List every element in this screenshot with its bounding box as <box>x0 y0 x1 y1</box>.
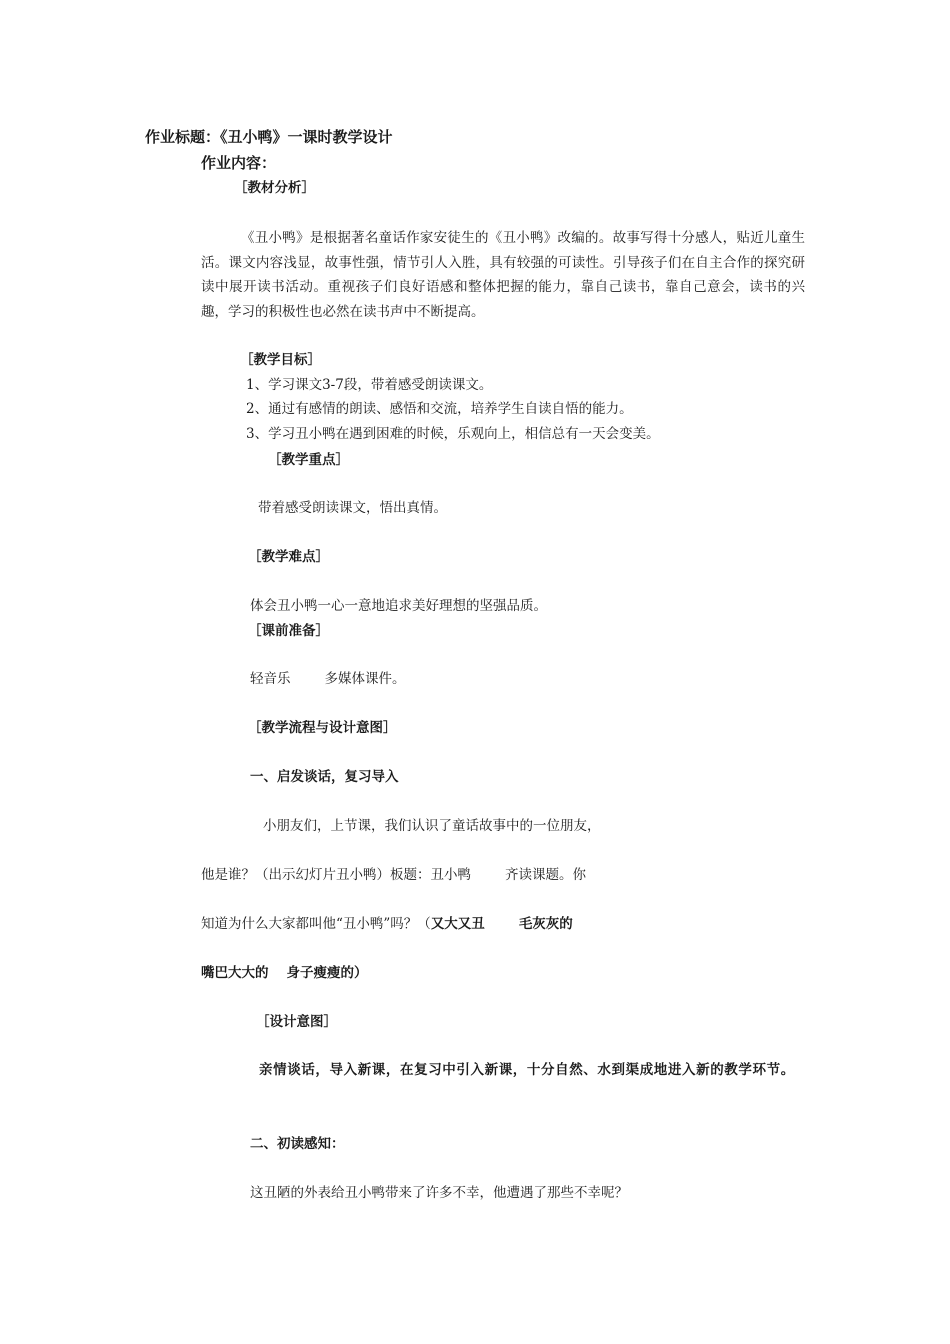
section1-answer-1: 又大又丑 <box>430 916 485 932</box>
section1-line-2 <box>201 865 586 885</box>
assignment-content-label: 作业内容： <box>201 154 277 172</box>
goal-item-2: 2、通过有感情的朗读、感悟和交流，培养学生自读自悟的能力。 <box>246 401 633 417</box>
section1-answer-4: 身子瘦瘦的） <box>286 965 368 981</box>
design-intent-text: 亲情谈话，导入新课，在复习中引入新课，十分自然、水到渠成地进入新的教学环节。 <box>259 1062 795 1078</box>
goals-heading: ［教学目标］ <box>240 352 321 368</box>
goal-item-3: 3、学习丑小鸭在遇到困难的时候，乐观向上，相信总有一天会变美。 <box>246 426 660 442</box>
goal-item-1: 1、学习课文3-7段，带着感受朗读课文。 <box>246 377 493 393</box>
key-points-heading: ［教学重点］ <box>268 452 349 468</box>
process-heading: ［教学流程与设计意图］ <box>248 720 397 736</box>
preparation-items <box>250 669 406 689</box>
section2-heading: 二、初读感知： <box>250 1136 345 1152</box>
material-analysis-paragraph: 《丑小鸭》是根据著名童话作家安徒生的《丑小鸭》改编的。故事写得十分感人，贴近儿童生活。课文内容浅显，故事性强，情节引人入胜，具有较强的可读性。引导孩子们在自主合作的探究研读中展开读书活动。重视孩子们良好语感和整体把握的能力，靠自己读书，靠自己意会，读书的兴趣，学习的积极性也必然在读书声中不断提高。 <box>201 230 805 320</box>
section1-line-3 <box>201 914 573 934</box>
design-intent-heading: ［设计意图］ <box>256 1014 337 1030</box>
section1-line-4 <box>201 963 368 983</box>
assignment-title: 作业标题：《丑小鸭》一课时教学设计 <box>145 128 393 146</box>
section1-line-3-main: 知道为什么大家都叫他“丑小鸭”吗？（ <box>201 916 431 932</box>
section1-answer-3: 嘴巴大大的 <box>201 965 269 981</box>
key-points-text: 带着感受朗读课文，悟出真情。 <box>258 500 447 516</box>
section1-line-2-tail: 齐读课题。你 <box>505 867 586 883</box>
preparation-heading: ［课前准备］ <box>248 623 329 639</box>
section1-line-2-main: 他是谁？（出示幻灯片丑小鸭）板题：丑小鸭 <box>201 867 471 883</box>
section2-line-1: 这丑陋的外表给丑小鸭带来了许多不幸，他遭遇了那些不幸呢？ <box>250 1185 628 1201</box>
material-analysis-heading: ［教材分析］ <box>234 180 315 196</box>
difficulties-text: 体会丑小鸭一心一意地追求美好理想的坚强品质。 <box>250 598 547 614</box>
preparation-item-multimedia: 多媒体课件。 <box>324 671 406 687</box>
section1-heading: 一、启发谈话，复习导入 <box>250 769 399 785</box>
section1-answer-2: 毛灰灰的 <box>518 916 573 932</box>
section1-line-1: 小朋友们，上节课，我们认识了童话故事中的一位朋友， <box>263 818 601 834</box>
difficulties-heading: ［教学难点］ <box>248 549 329 565</box>
preparation-item-music: 轻音乐 <box>250 671 291 687</box>
